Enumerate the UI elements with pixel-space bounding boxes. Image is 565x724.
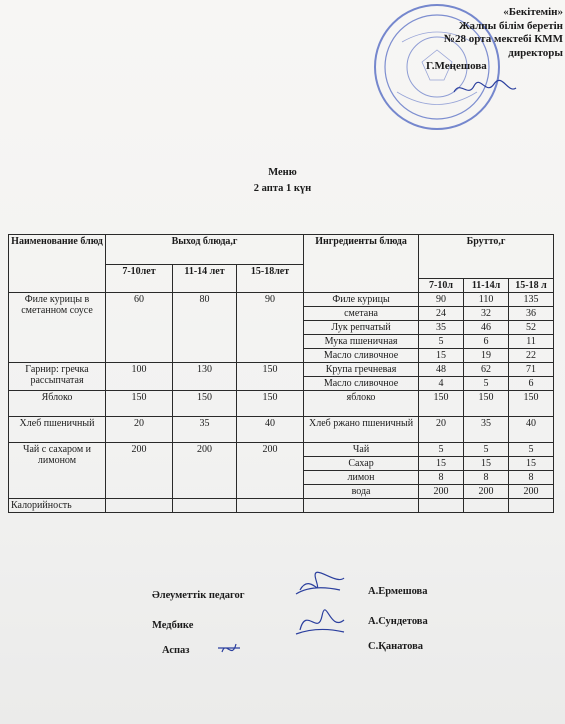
calories-label: Калорийность xyxy=(9,499,106,513)
header-yield-age: 11-14 лет xyxy=(173,265,237,293)
table-row xyxy=(9,443,554,457)
ingredient-name: яблоко xyxy=(304,391,419,417)
signature-name: А.Сундетова xyxy=(368,616,428,627)
table-row xyxy=(9,363,554,377)
table-row xyxy=(9,293,554,307)
ingredient-brutto: 40 xyxy=(509,417,554,443)
calories-cell xyxy=(237,499,304,513)
ingredient-brutto: 15 xyxy=(419,349,464,363)
approval-line: №28 орта мектебі КММ xyxy=(443,33,563,45)
ingredient-brutto: 6 xyxy=(509,377,554,391)
ingredient-name: Филе курицы xyxy=(304,293,419,307)
ingredient-brutto: 200 xyxy=(419,485,464,499)
signature-role: Аспаз xyxy=(162,645,190,656)
dish-yield: 130 xyxy=(173,363,237,391)
header-brutto: Брутто,г xyxy=(419,235,554,279)
calories-cell xyxy=(464,499,509,513)
ingredient-brutto: 35 xyxy=(464,417,509,443)
ingredient-brutto: 8 xyxy=(464,471,509,485)
dish-name: Филе курицы в сметанном соусе xyxy=(9,293,106,363)
dish-yield: 60 xyxy=(106,293,173,363)
ingredient-brutto: 135 xyxy=(509,293,554,307)
dish-name: Гарнир: гречка рассыпчатая xyxy=(9,363,106,391)
dish-yield: 200 xyxy=(237,443,304,499)
ingredient-name: Мука пшеничная xyxy=(304,335,419,349)
ingredient-name: Хлеб ржано пшеничный xyxy=(304,417,419,443)
ingredient-name: вода xyxy=(304,485,419,499)
dish-yield: 150 xyxy=(237,363,304,391)
ingredient-brutto: 32 xyxy=(464,307,509,321)
dish-yield: 200 xyxy=(173,443,237,499)
signature-role: Әлеуметтік педагог xyxy=(152,590,245,601)
calories-cell xyxy=(304,499,419,513)
signature-name: С.Қанатова xyxy=(368,641,424,652)
calories-cell xyxy=(419,499,464,513)
approval-line: директоры xyxy=(508,46,563,59)
ingredient-brutto: 90 xyxy=(419,293,464,307)
ingredient-brutto: 200 xyxy=(464,485,509,499)
ingredient-brutto: 22 xyxy=(509,349,554,363)
dish-yield: 80 xyxy=(173,293,237,363)
dish-yield: 20 xyxy=(106,417,173,443)
ingredient-brutto: 150 xyxy=(419,391,464,417)
ingredient-brutto: 19 xyxy=(464,349,509,363)
ingredient-name: Сахар xyxy=(304,457,419,471)
ingredient-brutto: 35 xyxy=(419,321,464,335)
ingredient-brutto: 5 xyxy=(419,443,464,457)
director-signature xyxy=(450,78,520,100)
dish-name: Яблоко xyxy=(9,391,106,417)
table-row xyxy=(9,499,554,513)
ingredient-brutto: 20 xyxy=(419,417,464,443)
ingredient-brutto: 150 xyxy=(464,391,509,417)
dish-yield: 150 xyxy=(106,391,173,417)
header-brutto-age: 7-10л xyxy=(419,279,464,293)
ingredient-brutto: 6 xyxy=(464,335,509,349)
ingredient-brutto: 15 xyxy=(419,457,464,471)
dish-name: Хлеб пшеничный xyxy=(9,417,106,443)
approval-line: Жалпы білім беретін xyxy=(458,19,563,32)
dish-yield: 150 xyxy=(173,391,237,417)
header-ingredients: Ингредиенты блюда xyxy=(304,235,419,293)
dish-yield: 40 xyxy=(237,417,304,443)
menu-table xyxy=(8,234,554,513)
table-row xyxy=(9,417,554,443)
ingredient-name: сметана xyxy=(304,307,419,321)
ingredient-brutto: 5 xyxy=(419,335,464,349)
header-brutto-age: 11-14л xyxy=(464,279,509,293)
ingredient-brutto: 110 xyxy=(464,293,509,307)
signature-name: А.Ермешова xyxy=(368,586,428,597)
signature-role: Медбике xyxy=(152,620,194,631)
ingredient-brutto: 71 xyxy=(509,363,554,377)
calories-cell xyxy=(509,499,554,513)
signature-stroke xyxy=(218,644,240,652)
ingredient-brutto: 200 xyxy=(509,485,554,499)
ingredient-brutto: 4 xyxy=(419,377,464,391)
ingredient-brutto: 5 xyxy=(464,377,509,391)
ingredient-brutto: 48 xyxy=(419,363,464,377)
ingredient-brutto: 36 xyxy=(509,307,554,321)
menu-subtitle: 2 апта 1 күн xyxy=(253,183,312,194)
approval-line: «Бекітемін» xyxy=(503,6,563,18)
ingredient-brutto: 62 xyxy=(464,363,509,377)
signature-stroke xyxy=(296,572,344,594)
ingredient-brutto: 15 xyxy=(509,457,554,471)
ingredient-name: Масло сливочное xyxy=(304,349,419,363)
signature-stroke xyxy=(296,610,344,634)
dish-yield: 150 xyxy=(237,391,304,417)
ingredient-brutto: 46 xyxy=(464,321,509,335)
ingredient-brutto: 11 xyxy=(509,335,554,349)
table-row xyxy=(9,391,554,417)
header-dish: Наименование блюд xyxy=(9,235,106,293)
ingredient-name: Крупа гречневая xyxy=(304,363,419,377)
ingredient-name: Чай xyxy=(304,443,419,457)
header-row xyxy=(9,235,554,265)
calories-cell xyxy=(106,499,173,513)
dish-name: Чай с сахаром и лимоном xyxy=(9,443,106,499)
approval-line: Г.Меңешова xyxy=(426,60,487,72)
ingredient-name: Масло сливочное xyxy=(304,377,419,391)
ingredient-brutto: 15 xyxy=(464,457,509,471)
menu-title: Меню xyxy=(268,167,297,178)
ingredient-brutto: 150 xyxy=(509,391,554,417)
header-yield-age: 15-18лет xyxy=(237,265,304,293)
ingredient-brutto: 24 xyxy=(419,307,464,321)
ingredient-brutto: 5 xyxy=(509,443,554,457)
dish-yield: 100 xyxy=(106,363,173,391)
calories-cell xyxy=(173,499,237,513)
dish-yield: 35 xyxy=(173,417,237,443)
dish-yield: 90 xyxy=(237,293,304,363)
header-yield-age: 7-10лет xyxy=(106,265,173,293)
ingredient-name: лимон xyxy=(304,471,419,485)
ingredient-brutto: 5 xyxy=(464,443,509,457)
ingredient-brutto: 8 xyxy=(509,471,554,485)
ingredient-name: Лук репчатый xyxy=(304,321,419,335)
approval-block xyxy=(418,6,563,74)
ingredient-brutto: 8 xyxy=(419,471,464,485)
ingredient-brutto: 52 xyxy=(509,321,554,335)
header-brutto-age: 15-18 л xyxy=(509,279,554,293)
header-yield: Выход блюда,г xyxy=(106,235,304,265)
dish-yield: 200 xyxy=(106,443,173,499)
